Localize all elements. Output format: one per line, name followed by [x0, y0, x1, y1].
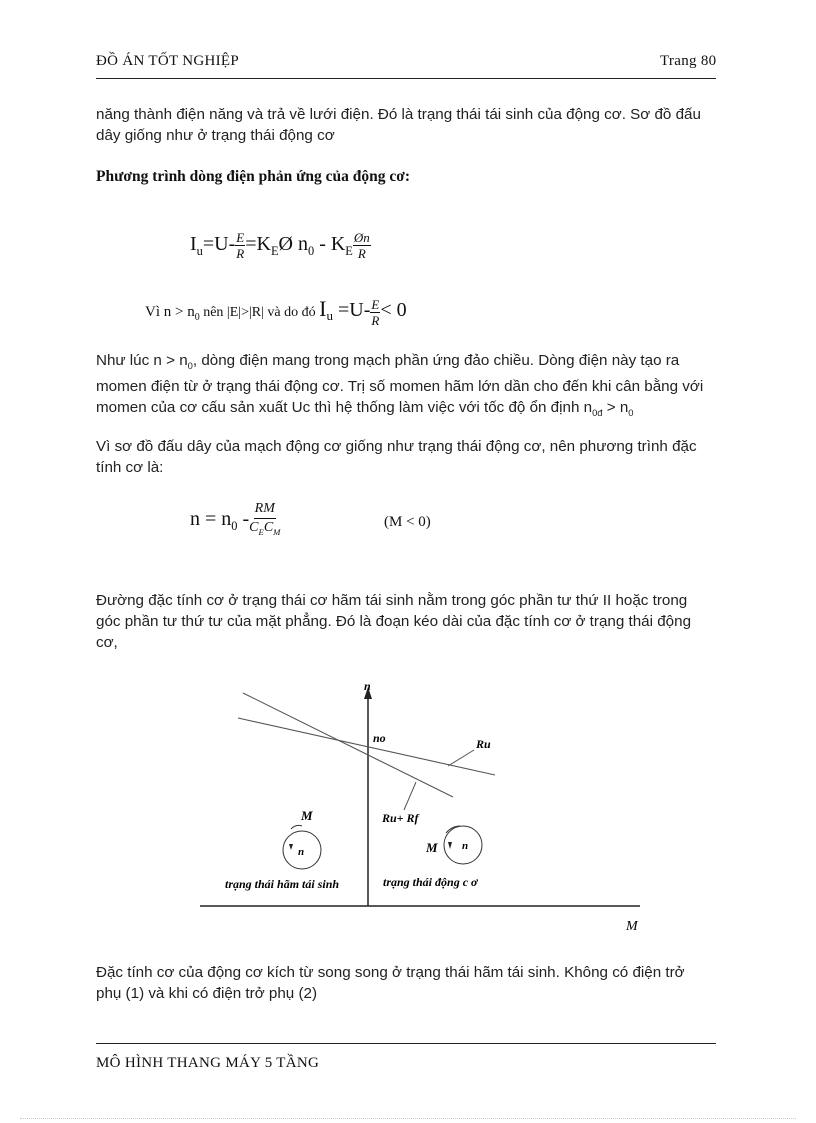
fraction: $\frac{E}{R}$: [371, 296, 380, 328]
line-label-ru-rf: Ru+ Rf: [382, 811, 419, 825]
left-rotation-arc-icon: [291, 825, 302, 829]
axis-label-n: n: [364, 679, 371, 693]
paragraph-line: phụ (1) và khi có điện trở phụ (2): [96, 985, 318, 1002]
footer-title: MÔ HÌNH THANG MÁY 5 TẦNG: [96, 1055, 320, 1071]
paragraph-line: góc phần tư thứ tư của mặt phẳng. Đó là đoạn kéo dài của đặc tính cơ ở trạng thái động: [96, 613, 692, 630]
left-arrow-icon: [289, 844, 293, 850]
right-state-label: trạng thái động c ơ: [383, 875, 478, 889]
paragraph-line: Như lúc $n > n_0$, dòng điện mang trong mạch phần ứng đảo chiều. Dòng điện này tạo ra: [96, 352, 680, 372]
leader-ru-rf: [404, 782, 416, 810]
left-state-label: trạng thái hãm tái sinh: [225, 877, 340, 891]
paragraph-line: Đường đặc tính cơ ở trạng thái cơ hãm tái sinh nằm trong góc phần tư thứ II hoặc trong: [96, 592, 688, 609]
paragraph-line: Vì sơ đồ đấu dây của mạch động cơ giống như trạng thái động cơ, nên phương trình đặc: [96, 438, 697, 455]
paragraph-line: tính cơ là:: [96, 459, 164, 476]
paragraph-5: [96, 962, 726, 1004]
left-n-label: n: [298, 846, 305, 858]
origin-label: no: [373, 731, 386, 745]
right-m-label: M: [426, 840, 438, 855]
left-m-label: M: [301, 808, 313, 823]
equation-condition: Vì $n > n_0$ nên |E|>|R| và do đó $I_u =U-$ $\frac{E}{R}$ < 0: [145, 296, 407, 328]
footer-rule: [96, 1043, 716, 1044]
leader-ru: [448, 750, 474, 766]
axis-label-m: M: [626, 919, 638, 934]
paragraph-line: momen điện từ ở trạng thái động cơ. Trị số momen hãm lớn dần cho đến khi cân bằng với: [96, 378, 704, 396]
paragraph-line: Đặc tính cơ của động cơ kích từ song song ở trạng thái hãm tái sinh. Không có điện trở: [96, 964, 685, 981]
paragraph-line: momen của cơ cấu sản xuất Uc thì hệ thống làm việc với tốc độ ổn định $n_{0đ} > n_0$: [96, 399, 634, 419]
header-title: ĐỒ ÁN TỐT NGHIỆP: [96, 53, 239, 69]
equation-condition-m: (M < 0): [384, 514, 431, 530]
characteristic-line-ru: [238, 718, 495, 775]
paragraph-line: năng thành điện năng và trả về lưới điện. Đó là trạng thái tái sinh của động cơ. Sơ đồ đấu: [96, 106, 701, 123]
equation-mechanical: $n = n_0$ - $\frac{RM}{C_EC_M}$: [190, 500, 280, 541]
fraction: $\frac{RM}{C_EC_M}$: [249, 501, 281, 537]
page-number: Trang 80: [660, 53, 717, 69]
characteristic-line-ru-rf: [243, 693, 453, 797]
right-n-label: n: [462, 840, 469, 852]
section-heading: Phương trình dòng điện phản ứng của động cơ:: [96, 168, 410, 185]
fraction: $\frac{E}{R}$: [236, 230, 245, 261]
fraction: $\frac{Øn}{R}$: [353, 230, 370, 261]
paragraph-line: dây giống như ở trạng thái động cơ: [96, 127, 335, 144]
right-arrow-icon: [448, 842, 452, 849]
paragraph-line: cơ,: [96, 634, 118, 651]
equation-current: $I_u=U-$ $\frac{E}{R}$ $=K_EØ$ $n_0 - K_E$ $\frac{Øn}{R}$: [190, 230, 370, 261]
page-edge: [20, 1118, 796, 1119]
line-label-ru: Ru: [476, 737, 491, 751]
